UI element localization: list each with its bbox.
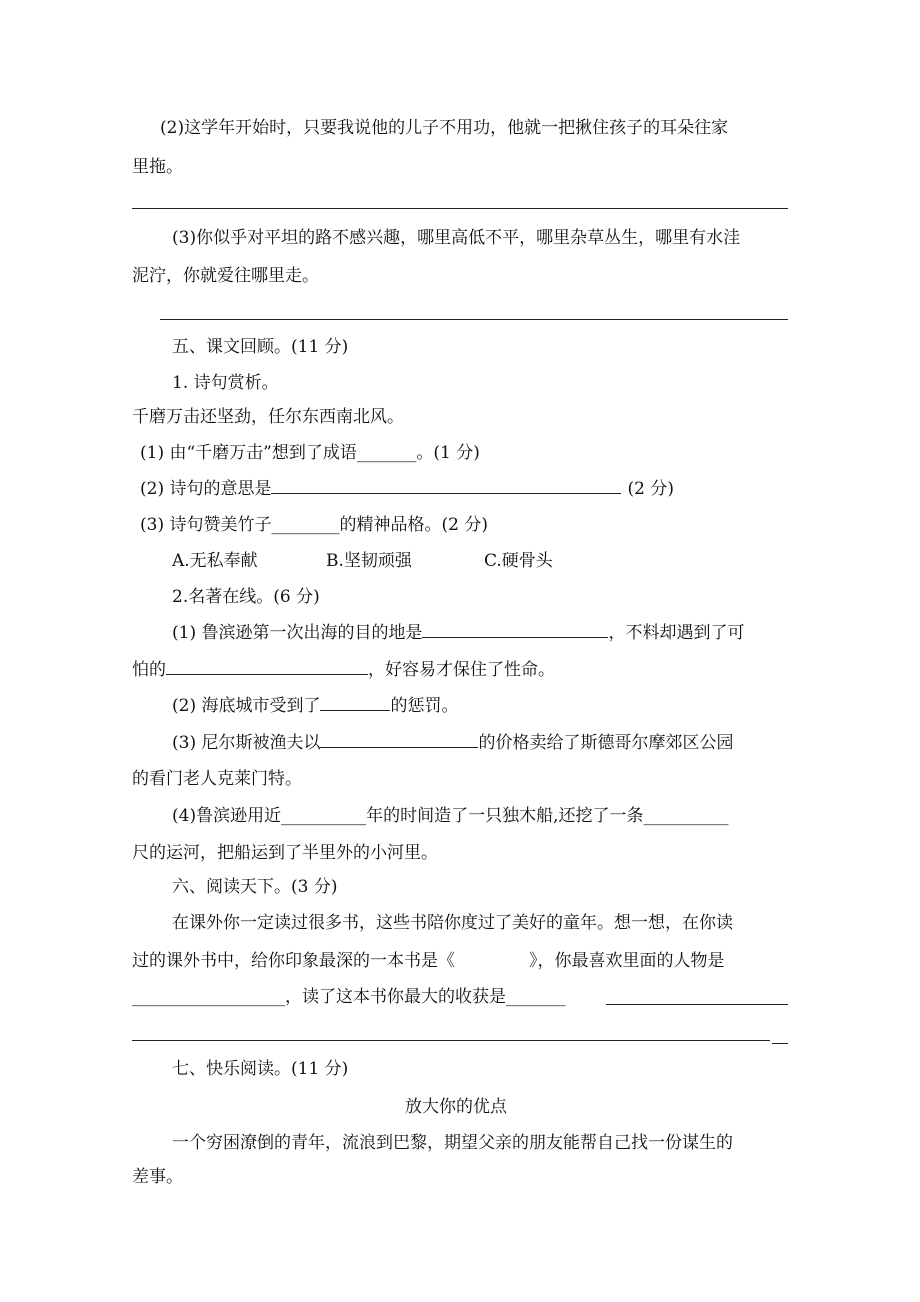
- section7-heading: 七、快乐阅读。(11 分): [172, 1059, 349, 1079]
- novel-q4-line1: [172, 805, 729, 827]
- poem-q2-text: (2) 诗句的意思是: [140, 479, 272, 499]
- gain-blank-b[interactable]: [606, 1004, 788, 1005]
- novel-q4-text2: 年的时间造了一只独木船,还挖了一条: [366, 806, 644, 826]
- option-a[interactable]: A.无私奉献: [172, 551, 258, 571]
- gain-answer-line[interactable]: [132, 1040, 770, 1041]
- novel-q1-blank2[interactable]: [166, 660, 368, 675]
- poem-q3-text: (3) 诗句赞美竹子: [140, 515, 272, 535]
- q3-line1: (3)你似乎对平坦的路不感兴趣，哪里高低不平，哪里杂草丛生，哪里有水洼: [172, 228, 741, 248]
- novel-q2-text: (2) 海底城市受到了: [172, 696, 321, 716]
- section6-text: 过的课外书中，给你印象最深的一本书是《: [132, 951, 455, 971]
- poem-q1-blank[interactable]: _______: [356, 443, 417, 463]
- story-line1: 一个穷困潦倒的青年，流浪到巴黎，期望父亲的朋友能帮自己找一份谋生的: [172, 1133, 733, 1153]
- section5-heading: 五、课文回顾。(11 分): [172, 337, 349, 357]
- poem-q2: [140, 478, 674, 500]
- poem-q2-score: (2 分): [627, 479, 674, 499]
- q3-answer-line[interactable]: [160, 319, 788, 320]
- novel-q1-blank1[interactable]: [422, 623, 608, 638]
- gain-answer-line-end: [772, 1043, 788, 1044]
- novel-q4-text: (4)鲁滨逊用近: [172, 806, 282, 826]
- poem-q3-blank[interactable]: ________: [271, 515, 340, 535]
- novel-q3-line2: 的看门老人克莱门特。: [132, 769, 302, 789]
- poem-q1-text: (1) 由“千磨万击”想到了成语: [140, 443, 357, 463]
- character-blank[interactable]: __________________: [132, 987, 285, 1007]
- story-title: 放大你的优点: [405, 1097, 507, 1117]
- option-b[interactable]: B.坚韧顽强: [326, 551, 412, 571]
- novel-q3-text2: 的价格卖给了斯德哥尔摩郊区公园: [478, 733, 734, 753]
- q2-line1: (2)这学年开始时，只要我说他的儿子不用功，他就一把揪住孩子的耳朵往家: [160, 118, 729, 138]
- poem-q1-score: 。(1 分): [416, 443, 480, 463]
- section6-line1: 在课外你一定读过很多书，这些书陪你度过了美好的童年。想一想，在你读: [172, 913, 733, 933]
- poem-q1: [140, 442, 480, 464]
- novel-q4-line2: 尺的运河，把船运到了半里外的小河里。: [132, 843, 438, 863]
- section6-text2: 》，你最喜欢里面的人物是: [529, 951, 725, 971]
- section6-text3: ，读了这本书你最大的收获是: [285, 987, 506, 1007]
- poem-q3: [140, 514, 488, 536]
- section6-line2: [132, 950, 725, 972]
- story-line2: 差事。: [132, 1167, 183, 1187]
- section6-heading: 六、阅读天下。(3 分): [172, 877, 338, 897]
- poem-line: 千磨万击还坚劲，任尔东西南北风。: [132, 407, 404, 427]
- novel-q1-line1: [172, 622, 744, 644]
- poem-q2-blank[interactable]: [271, 479, 621, 494]
- novel-q4-blank1[interactable]: __________: [281, 806, 367, 826]
- gain-blank-a[interactable]: _______: [506, 987, 566, 1007]
- poem-q3-rest: 的精神品格。(2 分): [339, 515, 488, 535]
- q2-line2: 里拖。: [132, 157, 183, 177]
- novel-q2-text2: 的惩罚。: [390, 696, 459, 716]
- section6-line3: [132, 986, 566, 1008]
- novel-q3-line1: [172, 732, 733, 754]
- novel-q1-line2: [132, 659, 555, 681]
- novel-q2-blank[interactable]: [320, 696, 390, 711]
- novel-q1-text2: ，不料却遇到了可: [608, 623, 745, 643]
- novel-q4-blank2[interactable]: __________: [643, 806, 729, 826]
- q2-answer-line[interactable]: [132, 208, 788, 209]
- item2-title: 2.名著在线。(6 分): [172, 587, 320, 607]
- item1-title: 1. 诗句赏析。: [172, 373, 279, 393]
- novel-q1-text: (1) 鲁滨逊第一次出海的目的地是: [172, 623, 423, 643]
- option-c[interactable]: C.硬骨头: [484, 551, 553, 571]
- novel-q1-text3: 怕的: [132, 660, 166, 680]
- q3-line2: 泥泞，你就爱往哪里走。: [132, 266, 319, 286]
- novel-q3-blank[interactable]: [320, 733, 478, 748]
- novel-q1-text4: ，好容易才保住了性命。: [368, 660, 555, 680]
- novel-q2: [172, 695, 458, 717]
- novel-q3-text: (3) 尼尔斯被渔夫以: [172, 733, 321, 753]
